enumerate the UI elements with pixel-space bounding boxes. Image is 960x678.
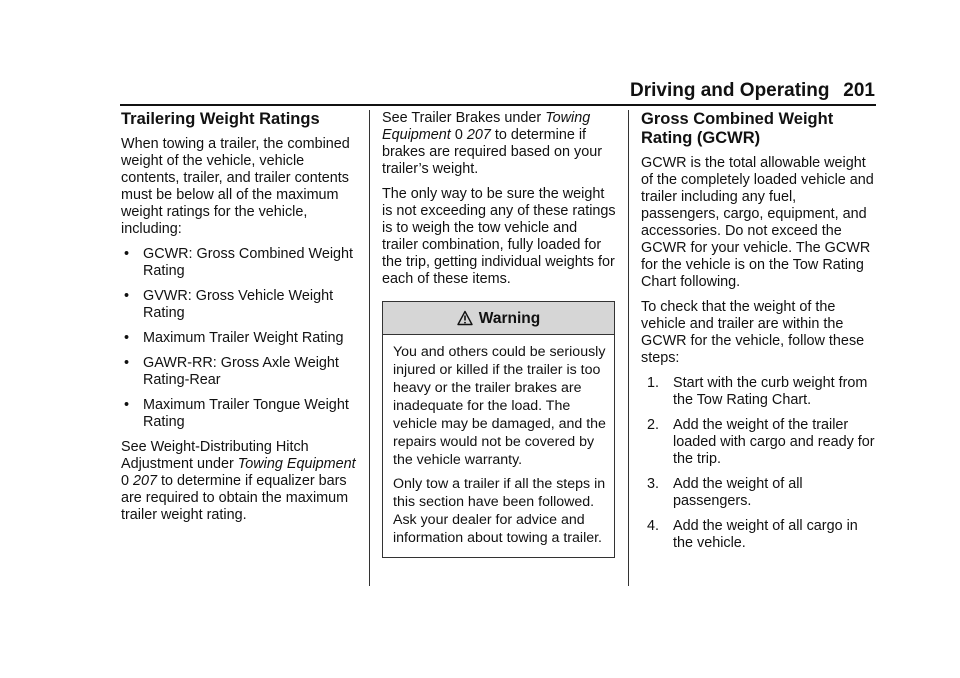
page-arrow-icon: 0 — [121, 473, 130, 489]
bullet-icon: • — [124, 246, 130, 262]
list-item: • Maximum Trailer Weight Rating — [124, 330, 344, 346]
section-title: Driving and Operating — [630, 80, 830, 101]
body-paragraph: The only way to be sure the weight is not exceeding any of these ratings is to weigh the tow vehicle and trailer combination, fully loaded for the trip, getting individual weights for each of these items. — [382, 186, 616, 287]
section-heading: Gross Combined Weight Rating (GCWR) — [641, 110, 834, 147]
warning-body — [383, 335, 614, 557]
list-item: • GCWR: Gross Combined Weight Rating — [124, 246, 354, 279]
cross-reference-link[interactable]: Towing Equipment — [382, 110, 591, 143]
page-number: 201 — [843, 80, 875, 101]
list-item: • GVWR: Gross Vehicle Weight Rating — [124, 288, 334, 321]
warning-paragraph: You and others could be seriously injured or killed if the trailer is too heavy or the trailer brakes are inadequate for the load. The vehicle may be damaged, and the repairs would not be covered by the vehicle warranty. — [393, 344, 606, 468]
steps-list — [641, 375, 877, 552]
list-item: 3. Add the weight of all passengers. — [647, 476, 803, 509]
page-arrow-icon: 0 — [454, 127, 463, 143]
bullet-icon: • — [124, 355, 130, 371]
header-rule — [120, 104, 876, 106]
column-divider — [628, 110, 629, 586]
warning-triangle-icon — [457, 310, 473, 326]
list-item: 1. Start with the curb weight from the Tow Rating Chart. — [647, 375, 868, 408]
column-left — [121, 110, 357, 532]
warning-paragraph: Only tow a trailer if all the steps in this section have been followed. Ask your dealer for advice and information about towing a trailer. — [393, 476, 606, 546]
bullet-icon: • — [124, 288, 130, 304]
page-reference[interactable]: 207 — [466, 127, 491, 143]
body-paragraph: To check that the weight of the vehicle and trailer are within the GCWR for the vehicle, follow these steps: — [641, 299, 865, 366]
cross-reference-link[interactable]: Towing Equipment — [237, 456, 356, 472]
bullet-icon: • — [124, 397, 130, 413]
weight-ratings-list — [121, 246, 357, 431]
list-item: • GAWR-RR: Gross Axle Weight Rating-Rear — [124, 355, 339, 388]
column-right — [641, 110, 877, 560]
column-divider — [369, 110, 370, 586]
list-item: 4. Add the weight of all cargo in the vehicle. — [647, 518, 858, 551]
cross-reference-paragraph: See Weight-Distributing Hitch Adjustment under Towing Equipment 0 207 to determine if equalizer bars are required to obtain the maximum trailer weight rating. — [121, 439, 356, 523]
intro-paragraph: When towing a trailer, the combined weight of the vehicle, vehicle contents, trailer, and trailer contents must be below all of the maximum weight ratings for the vehicle, including: — [121, 136, 350, 237]
warning-box — [382, 301, 615, 558]
page-reference[interactable]: 207 — [133, 473, 158, 489]
page-header — [630, 80, 875, 102]
cross-reference-paragraph: See Trailer Brakes under Towing Equipment 0 207 to determine if brakes are required based on your trailer’s weight. — [382, 110, 602, 177]
section-heading: Trailering Weight Ratings — [121, 110, 320, 128]
list-item: 2. Add the weight of the trailer loaded with cargo and ready for the trip. — [647, 417, 875, 467]
warning-header — [383, 302, 614, 335]
body-paragraph: GCWR is the total allowable weight of the completely loaded vehicle and trailer including any fuel, passengers, cargo, equipment, and accessories. Do not exceed the GCWR for your vehicle. The GCWR for the vehicle is on the Tow Rating Chart following. — [641, 155, 874, 290]
list-item: • Maximum Trailer Tongue Weight Rating — [124, 397, 349, 430]
column-middle — [382, 110, 617, 558]
bullet-icon: • — [124, 330, 130, 346]
warning-title: Warning — [478, 309, 541, 327]
